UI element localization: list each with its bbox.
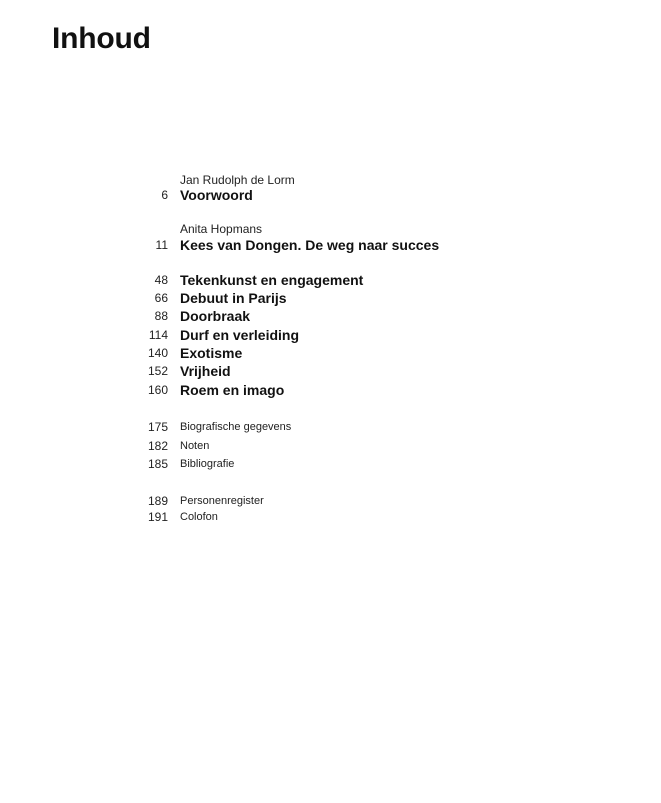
toc-page-number: 48	[154, 273, 168, 287]
toc-page-number: 140	[147, 346, 168, 360]
toc-entry[interactable]	[0, 417, 661, 437]
toc-entry[interactable]	[0, 288, 661, 308]
toc-title: Voorwoord	[180, 187, 253, 203]
toc-title: Noten	[180, 440, 210, 452]
toc-page-number: 182	[147, 439, 168, 453]
toc-entry[interactable]	[0, 270, 661, 290]
toc-page-number: 189	[147, 494, 168, 508]
toc-title: Biografische gegevens	[180, 421, 292, 433]
toc-page-number: 185	[147, 457, 168, 471]
toc-page-number: 11	[155, 238, 168, 252]
toc-entry[interactable]	[0, 454, 661, 474]
toc-entry[interactable]	[0, 325, 661, 345]
toc-page-number: 66	[154, 291, 168, 305]
toc-page-number: 175	[147, 420, 168, 434]
toc-title: Personenregister	[180, 495, 264, 507]
toc-entry[interactable]	[0, 436, 661, 456]
toc-page-number: 191	[147, 510, 168, 524]
toc-title: Colofon	[180, 511, 218, 523]
toc-title: Exotisme	[180, 345, 243, 361]
toc-entry[interactable]	[0, 343, 661, 363]
toc-entry[interactable]	[0, 235, 661, 255]
toc-page-number: 152	[147, 364, 168, 378]
toc-title: Debuut in Parijs	[180, 290, 287, 306]
toc-page-number: 160	[147, 383, 168, 397]
toc-page-number: 6	[161, 188, 168, 202]
toc-title: Roem en imago	[180, 382, 285, 398]
toc-page-number: 114	[148, 328, 168, 342]
toc-title: Doorbraak	[180, 308, 251, 324]
toc-entry[interactable]	[0, 306, 661, 326]
toc-entry[interactable]	[0, 361, 661, 381]
toc-entry[interactable]	[0, 380, 661, 400]
toc-title: Durf en verleiding	[180, 327, 300, 343]
toc-title: Kees van Dongen. De weg naar succes	[180, 237, 440, 253]
toc-title: Tekenkunst en engagement	[180, 272, 364, 288]
toc-page-number: 88	[154, 309, 168, 323]
page-title: Inhoud	[52, 22, 151, 55]
toc-title: Bibliografie	[180, 458, 235, 470]
toc-author: Jan Rudolph de Lorm	[180, 173, 295, 187]
toc-author: Anita Hopmans	[180, 222, 263, 236]
toc-entry[interactable]	[0, 507, 661, 527]
toc-entry[interactable]	[0, 185, 661, 205]
toc-title: Vrijheid	[180, 363, 231, 379]
